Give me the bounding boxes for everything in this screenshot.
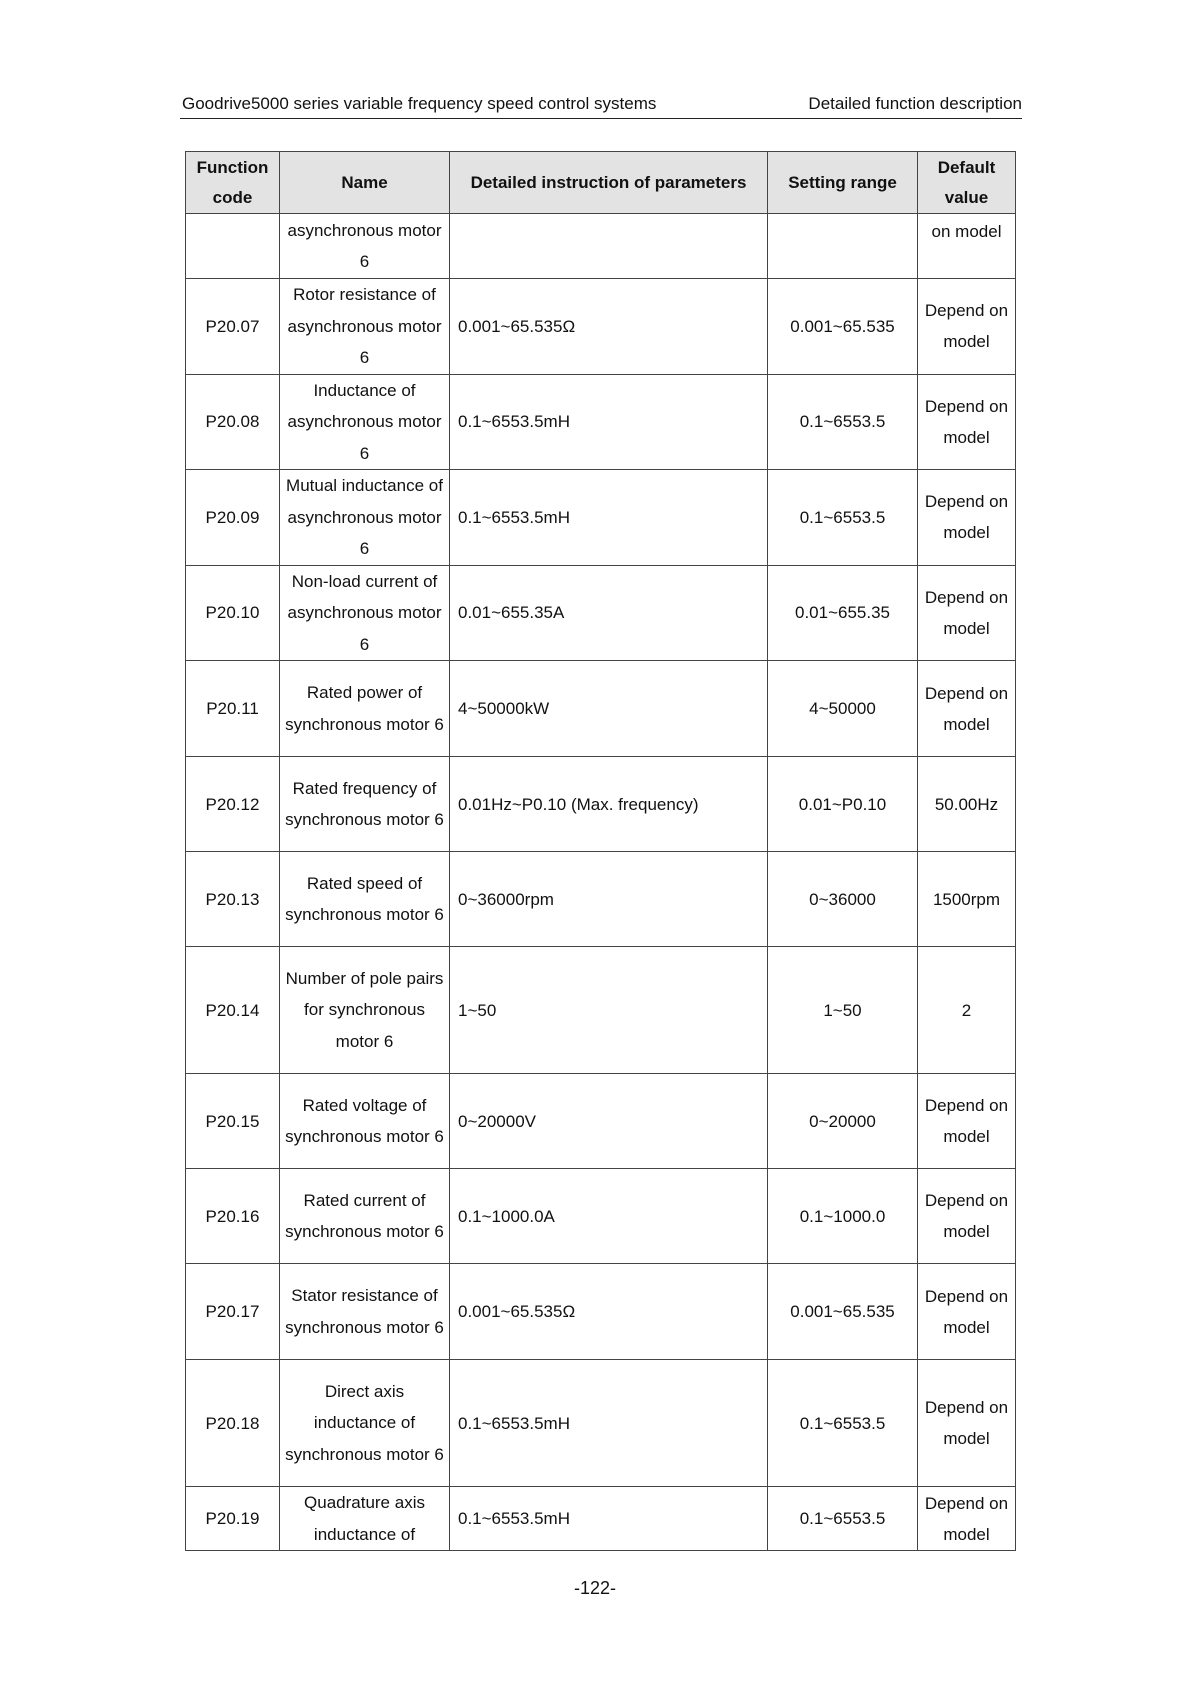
cell-def: Depend on model <box>918 374 1016 470</box>
cell-def: Depend on model <box>918 1264 1016 1360</box>
table-row <box>186 1360 1016 1487</box>
cell-instr: 0.1~6553.5mH <box>450 374 768 470</box>
cell-code: P20.12 <box>186 757 280 852</box>
cell-def: Depend on model <box>918 470 1016 566</box>
cell-range: 0.1~6553.5 <box>768 1487 918 1551</box>
page-header <box>180 92 1022 119</box>
cell-code: P20.15 <box>186 1074 280 1169</box>
header-section: Detailed function description <box>808 94 1022 113</box>
column-header-instruction: Detailed instruction of parameters <box>450 152 768 214</box>
table-row <box>186 1074 1016 1169</box>
cell-instr: 1~50 <box>450 947 768 1074</box>
table-row <box>186 374 1016 470</box>
cell-name: Rotor resistance of asynchronous motor 6 <box>280 279 450 375</box>
cell-range: 0.1~6553.5 <box>768 470 918 566</box>
cell-code: P20.19 <box>186 1487 280 1551</box>
cell-name: Rated speed of synchronous motor 6 <box>280 852 450 947</box>
cell-range: 0.001~65.535 <box>768 279 918 375</box>
cell-range: 0.01~P0.10 <box>768 757 918 852</box>
cell-instr: 0.1~6553.5mH <box>450 1360 768 1487</box>
cell-code: P20.10 <box>186 565 280 661</box>
cell-def: Depend on model <box>918 661 1016 757</box>
cell-code: P20.14 <box>186 947 280 1074</box>
cell-code: P20.07 <box>186 279 280 375</box>
table-row <box>186 757 1016 852</box>
table-row <box>186 1169 1016 1264</box>
cell-def: Depend on model <box>918 565 1016 661</box>
cell-def: 2 <box>918 947 1016 1074</box>
cell-def: 1500rpm <box>918 852 1016 947</box>
table-row <box>186 214 1016 279</box>
cell-def: Depend on model <box>918 1487 1016 1551</box>
column-header-default: Default value <box>918 152 1016 214</box>
cell-range: 0.001~65.535 <box>768 1264 918 1360</box>
cell-instr: 0.01Hz~P0.10 (Max. frequency) <box>450 757 768 852</box>
cell-name: Direct axis inductance of synchronous motor 6 <box>280 1360 450 1487</box>
cell-code: P20.08 <box>186 374 280 470</box>
cell-def: 50.00Hz <box>918 757 1016 852</box>
cell-instr: 0~36000rpm <box>450 852 768 947</box>
cell-name: asynchronous motor 6 <box>280 214 450 279</box>
cell-code: P20.16 <box>186 1169 280 1264</box>
table-row <box>186 661 1016 757</box>
table-row <box>186 1264 1016 1360</box>
cell-name: Number of pole pairs for synchronous motor 6 <box>280 947 450 1074</box>
cell-range: 0.01~655.35 <box>768 565 918 661</box>
cell-range: 0~36000 <box>768 852 918 947</box>
cell-name: Mutual inductance of asynchronous motor 6 <box>280 470 450 566</box>
column-header-range: Setting range <box>768 152 918 214</box>
table-row <box>186 947 1016 1074</box>
cell-range: 1~50 <box>768 947 918 1074</box>
cell-instr: 0.1~6553.5mH <box>450 1487 768 1551</box>
cell-def: Depend on model <box>918 279 1016 375</box>
cell-name: Rated voltage of synchronous motor 6 <box>280 1074 450 1169</box>
table-header-row <box>186 152 1016 214</box>
cell-code: P20.09 <box>186 470 280 566</box>
cell-name: Rated power of synchronous motor 6 <box>280 661 450 757</box>
cell-name: Rated current of synchronous motor 6 <box>280 1169 450 1264</box>
cell-instr: 0.01~655.35A <box>450 565 768 661</box>
cell-name: Non-load current of asynchronous motor 6 <box>280 565 450 661</box>
header-title: Goodrive5000 series variable frequency speed control systems <box>182 94 657 113</box>
cell-range <box>768 214 918 279</box>
page-number: -122- <box>573 1578 617 1598</box>
cell-name: Quadrature axis inductance of <box>280 1487 450 1551</box>
cell-instr: 0.001~65.535Ω <box>450 1264 768 1360</box>
column-header-code: Function code <box>186 152 280 214</box>
cell-def: Depend on model <box>918 1360 1016 1487</box>
cell-instr: 4~50000kW <box>450 661 768 757</box>
cell-instr <box>450 214 768 279</box>
table-row <box>186 470 1016 566</box>
cell-name: Stator resistance of synchronous motor 6 <box>280 1264 450 1360</box>
table-row <box>186 1487 1016 1551</box>
cell-instr: 0.1~6553.5mH <box>450 470 768 566</box>
cell-instr: 0.1~1000.0A <box>450 1169 768 1264</box>
cell-def: Depend on model <box>918 1074 1016 1169</box>
table-row <box>186 279 1016 375</box>
cell-code: P20.13 <box>186 852 280 947</box>
cell-def: on model <box>918 214 1016 279</box>
cell-name: Inductance of asynchronous motor 6 <box>280 374 450 470</box>
cell-instr: 0.001~65.535Ω <box>450 279 768 375</box>
cell-range: 0.1~6553.5 <box>768 1360 918 1487</box>
cell-code: P20.18 <box>186 1360 280 1487</box>
cell-instr: 0~20000V <box>450 1074 768 1169</box>
cell-range: 0.1~6553.5 <box>768 374 918 470</box>
table-row <box>186 565 1016 661</box>
cell-code <box>186 214 280 279</box>
cell-range: 0.1~1000.0 <box>768 1169 918 1264</box>
cell-name: Rated frequency of synchronous motor 6 <box>280 757 450 852</box>
cell-code: P20.17 <box>186 1264 280 1360</box>
table-row <box>186 852 1016 947</box>
parameter-table <box>185 151 1016 1551</box>
cell-range: 0~20000 <box>768 1074 918 1169</box>
cell-def: Depend on model <box>918 1169 1016 1264</box>
cell-code: P20.11 <box>186 661 280 757</box>
cell-range: 4~50000 <box>768 661 918 757</box>
column-header-name: Name <box>280 152 450 214</box>
